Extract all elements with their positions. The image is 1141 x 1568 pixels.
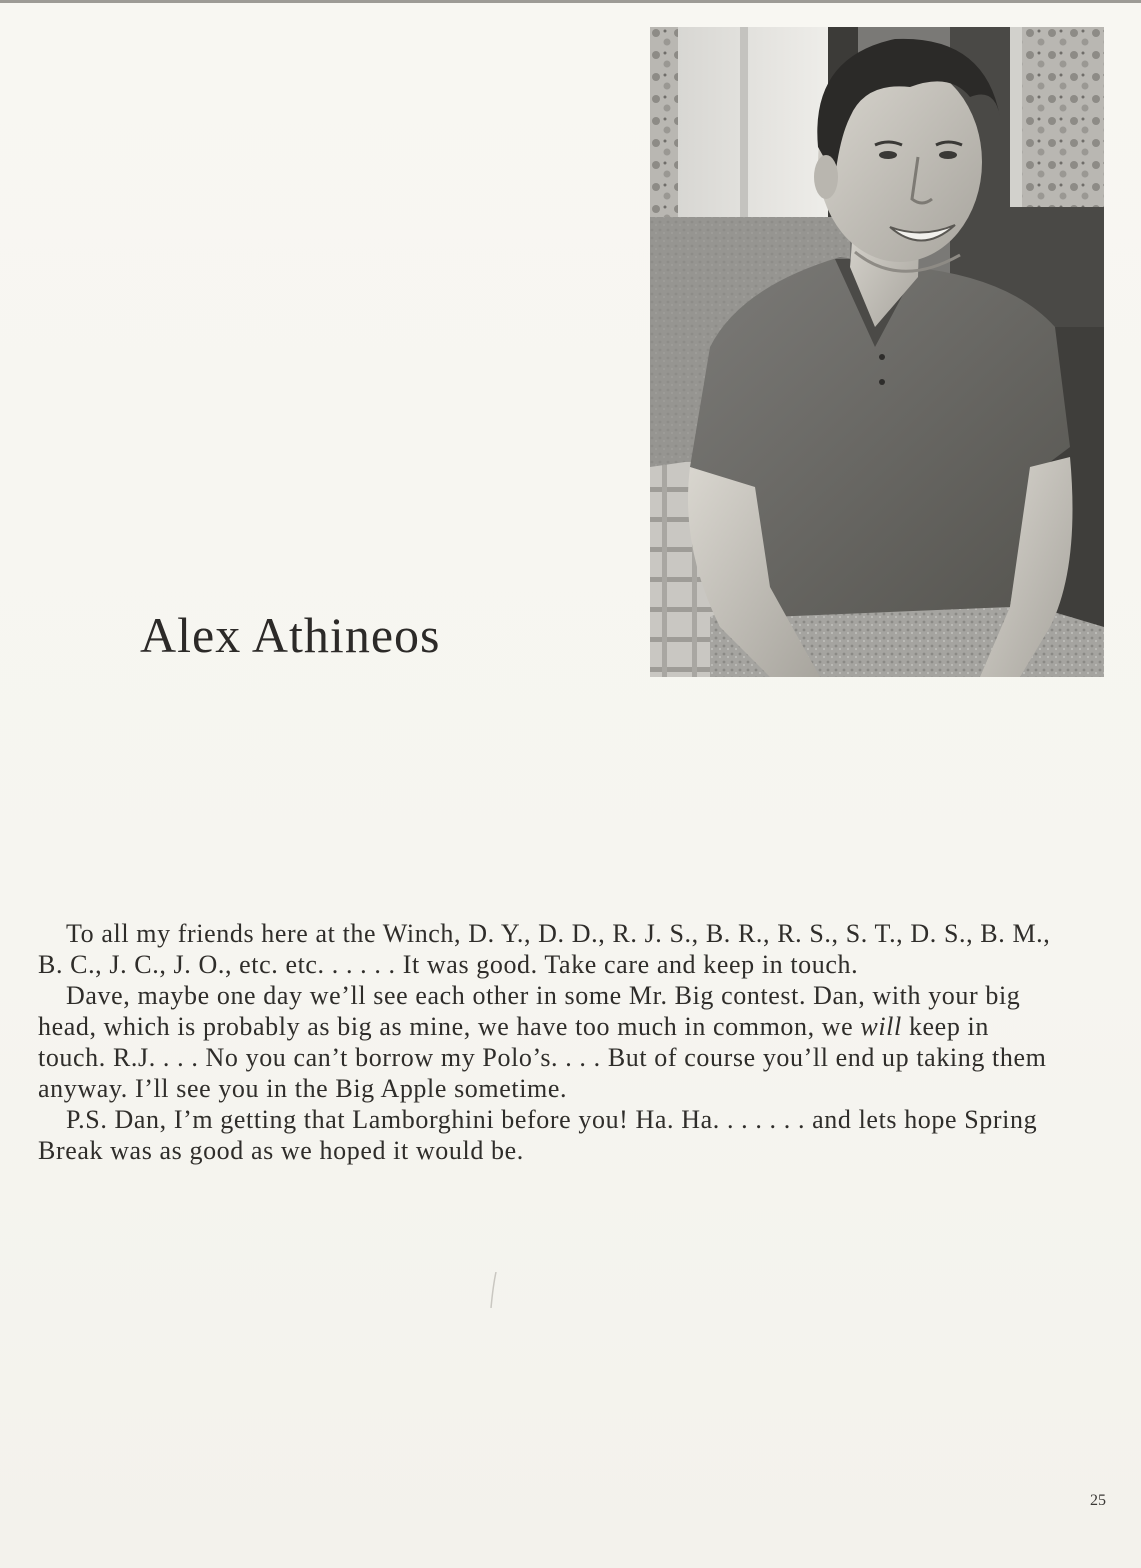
message-text: keep in touch. R.J. . . . No you can’t borrow my Polo’s. . . . But of course you’ll end up taking them anyway. I’ll see you in the Big Apple sometime.	[38, 1012, 1047, 1103]
message-text: Dave, maybe one day we’ll see each other in some Mr. Big contest. Dan, with your big head, which is probably as big as mine, we have too much in common, we	[38, 981, 1021, 1041]
portrait-photo	[650, 27, 1104, 677]
top-edge-rule	[0, 0, 1141, 3]
stray-pencil-mark	[490, 1272, 498, 1308]
student-name: Alex Athineos	[140, 607, 441, 663]
senior-message	[38, 918, 1058, 1166]
page-number: 25	[1090, 1492, 1106, 1509]
message-paragraph-ps: P.S. Dan, I’m getting that Lamborghini before you! Ha. Ha. . . . . . . and lets hope Spring Break was as good as we hoped it would be.	[38, 1105, 1038, 1165]
portrait-illustration	[650, 27, 1104, 677]
message-paragraph-friends: To all my friends here at the Winch, D. Y., D. D., R. J. S., B. R., R. S., S. T., D. S., B. M., B. C., J. C., J. O., etc. etc. . . . . . It was good. Take care and keep in touch.	[38, 919, 1051, 979]
emphasized-word: will	[860, 1012, 902, 1041]
message-paragraph-dave-dan-rj	[38, 980, 1058, 1104]
